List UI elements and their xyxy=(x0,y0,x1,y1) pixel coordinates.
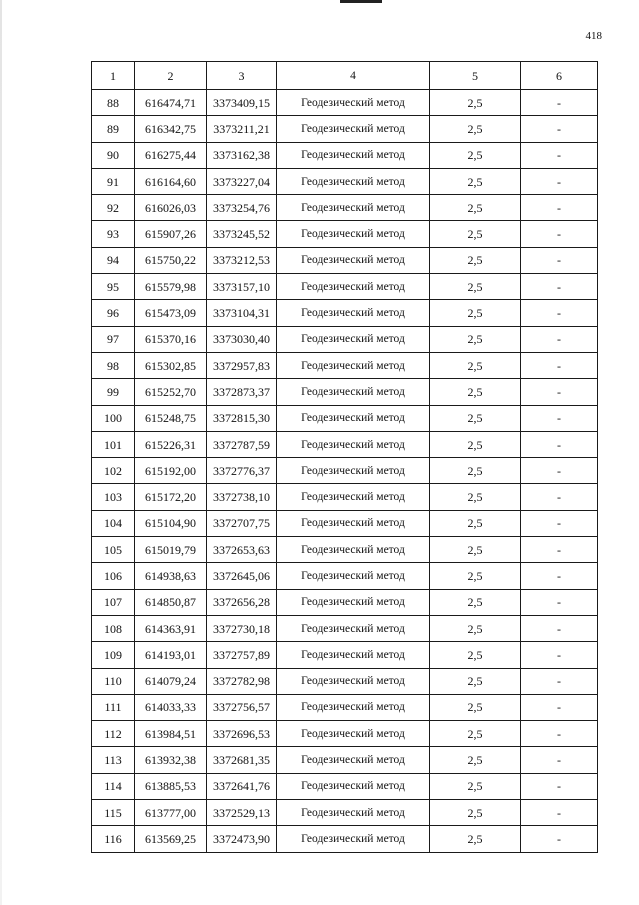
note-cell: - xyxy=(521,537,598,563)
column-header: 3 xyxy=(207,62,277,90)
table-row xyxy=(92,221,598,247)
accuracy-cell: 2,5 xyxy=(430,563,521,589)
method-cell: Геодезический метод xyxy=(277,826,430,852)
x-coordinate-cell: 615302,85 xyxy=(135,352,207,378)
method-cell: Геодезический метод xyxy=(277,484,430,510)
scan-edge xyxy=(0,0,2,905)
table-row xyxy=(92,247,598,273)
y-coordinate-cell: 3373212,53 xyxy=(207,247,277,273)
x-coordinate-cell: 614193,01 xyxy=(135,642,207,668)
note-cell: - xyxy=(521,642,598,668)
note-cell: - xyxy=(521,300,598,326)
y-coordinate-cell: 3372815,30 xyxy=(207,405,277,431)
y-coordinate-cell: 3372656,28 xyxy=(207,589,277,615)
x-coordinate-cell: 613777,00 xyxy=(135,800,207,826)
note-cell: - xyxy=(521,326,598,352)
note-cell: - xyxy=(521,379,598,405)
x-coordinate-cell: 614850,87 xyxy=(135,589,207,615)
table-row xyxy=(92,405,598,431)
method-cell: Геодезический метод xyxy=(277,221,430,247)
point-number-cell: 88 xyxy=(92,90,135,116)
point-number-cell: 107 xyxy=(92,589,135,615)
accuracy-cell: 2,5 xyxy=(430,484,521,510)
method-cell: Геодезический метод xyxy=(277,300,430,326)
table-row xyxy=(92,379,598,405)
accuracy-cell: 2,5 xyxy=(430,800,521,826)
y-coordinate-cell: 3373409,15 xyxy=(207,90,277,116)
method-cell: Геодезический метод xyxy=(277,721,430,747)
x-coordinate-cell: 615252,70 xyxy=(135,379,207,405)
column-header: 2 xyxy=(135,62,207,90)
table-row xyxy=(92,800,598,826)
y-coordinate-cell: 3372957,83 xyxy=(207,352,277,378)
accuracy-cell: 2,5 xyxy=(430,142,521,168)
coordinates-table xyxy=(91,61,598,853)
x-coordinate-cell: 615226,31 xyxy=(135,431,207,457)
y-coordinate-cell: 3373030,40 xyxy=(207,326,277,352)
table-row xyxy=(92,694,598,720)
method-cell: Геодезический метод xyxy=(277,379,430,405)
point-number-cell: 110 xyxy=(92,668,135,694)
table-row xyxy=(92,274,598,300)
x-coordinate-cell: 615579,98 xyxy=(135,274,207,300)
accuracy-cell: 2,5 xyxy=(430,326,521,352)
point-number-cell: 98 xyxy=(92,352,135,378)
method-cell: Геодезический метод xyxy=(277,274,430,300)
accuracy-cell: 2,5 xyxy=(430,405,521,431)
point-number-cell: 91 xyxy=(92,168,135,194)
accuracy-cell: 2,5 xyxy=(430,721,521,747)
y-coordinate-cell: 3372873,37 xyxy=(207,379,277,405)
y-coordinate-cell: 3372756,57 xyxy=(207,694,277,720)
column-header: 5 xyxy=(430,62,521,90)
column-header: 6 xyxy=(521,62,598,90)
note-cell: - xyxy=(521,484,598,510)
y-coordinate-cell: 3372473,90 xyxy=(207,826,277,852)
y-coordinate-cell: 3372641,76 xyxy=(207,773,277,799)
y-coordinate-cell: 3373157,10 xyxy=(207,274,277,300)
point-number-cell: 104 xyxy=(92,510,135,536)
x-coordinate-cell: 615473,09 xyxy=(135,300,207,326)
note-cell: - xyxy=(521,510,598,536)
note-cell: - xyxy=(521,221,598,247)
point-number-cell: 100 xyxy=(92,405,135,431)
accuracy-cell: 2,5 xyxy=(430,589,521,615)
method-cell: Геодезический метод xyxy=(277,458,430,484)
note-cell: - xyxy=(521,668,598,694)
accuracy-cell: 2,5 xyxy=(430,221,521,247)
table-row xyxy=(92,326,598,352)
method-cell: Геодезический метод xyxy=(277,537,430,563)
table-row xyxy=(92,642,598,668)
table-row xyxy=(92,431,598,457)
point-number-cell: 112 xyxy=(92,721,135,747)
table-body xyxy=(92,62,598,853)
method-cell: Геодезический метод xyxy=(277,247,430,273)
method-cell: Геодезический метод xyxy=(277,352,430,378)
table-row xyxy=(92,537,598,563)
accuracy-cell: 2,5 xyxy=(430,116,521,142)
point-number-cell: 116 xyxy=(92,826,135,852)
method-cell: Геодезический метод xyxy=(277,405,430,431)
accuracy-cell: 2,5 xyxy=(430,300,521,326)
x-coordinate-cell: 614033,33 xyxy=(135,694,207,720)
table-row xyxy=(92,668,598,694)
point-number-cell: 97 xyxy=(92,326,135,352)
table-row xyxy=(92,773,598,799)
accuracy-cell: 2,5 xyxy=(430,379,521,405)
table-row xyxy=(92,563,598,589)
column-header: 4 xyxy=(277,62,430,90)
table-row xyxy=(92,484,598,510)
x-coordinate-cell: 615104,90 xyxy=(135,510,207,536)
note-cell: - xyxy=(521,431,598,457)
x-coordinate-cell: 613885,53 xyxy=(135,773,207,799)
table-row xyxy=(92,510,598,536)
x-coordinate-cell: 616342,75 xyxy=(135,116,207,142)
x-coordinate-cell: 616026,03 xyxy=(135,195,207,221)
accuracy-cell: 2,5 xyxy=(430,537,521,563)
method-cell: Геодезический метод xyxy=(277,510,430,536)
note-cell: - xyxy=(521,721,598,747)
table-row xyxy=(92,195,598,221)
accuracy-cell: 2,5 xyxy=(430,694,521,720)
y-coordinate-cell: 3372696,53 xyxy=(207,721,277,747)
y-coordinate-cell: 3372738,10 xyxy=(207,484,277,510)
table-row xyxy=(92,90,598,116)
accuracy-cell: 2,5 xyxy=(430,431,521,457)
table-row xyxy=(92,747,598,773)
note-cell: - xyxy=(521,563,598,589)
note-cell: - xyxy=(521,195,598,221)
method-cell: Геодезический метод xyxy=(277,142,430,168)
note-cell: - xyxy=(521,247,598,273)
method-cell: Геодезический метод xyxy=(277,747,430,773)
x-coordinate-cell: 614079,24 xyxy=(135,668,207,694)
point-number-cell: 115 xyxy=(92,800,135,826)
point-number-cell: 92 xyxy=(92,195,135,221)
note-cell: - xyxy=(521,168,598,194)
table-row xyxy=(92,300,598,326)
point-number-cell: 99 xyxy=(92,379,135,405)
table-row xyxy=(92,352,598,378)
accuracy-cell: 2,5 xyxy=(430,615,521,641)
y-coordinate-cell: 3373245,52 xyxy=(207,221,277,247)
note-cell: - xyxy=(521,116,598,142)
page-number: 418 xyxy=(585,30,602,42)
method-cell: Геодезический метод xyxy=(277,168,430,194)
accuracy-cell: 2,5 xyxy=(430,274,521,300)
x-coordinate-cell: 616474,71 xyxy=(135,90,207,116)
point-number-cell: 90 xyxy=(92,142,135,168)
method-cell: Геодезический метод xyxy=(277,326,430,352)
accuracy-cell: 2,5 xyxy=(430,247,521,273)
x-coordinate-cell: 616164,60 xyxy=(135,168,207,194)
accuracy-cell: 2,5 xyxy=(430,642,521,668)
note-cell: - xyxy=(521,458,598,484)
y-coordinate-cell: 3373254,76 xyxy=(207,195,277,221)
x-coordinate-cell: 615248,75 xyxy=(135,405,207,431)
point-number-cell: 106 xyxy=(92,563,135,589)
x-coordinate-cell: 616275,44 xyxy=(135,142,207,168)
x-coordinate-cell: 615907,26 xyxy=(135,221,207,247)
y-coordinate-cell: 3372757,89 xyxy=(207,642,277,668)
note-cell: - xyxy=(521,274,598,300)
x-coordinate-cell: 613932,38 xyxy=(135,747,207,773)
accuracy-cell: 2,5 xyxy=(430,668,521,694)
table-row xyxy=(92,615,598,641)
y-coordinate-cell: 3372653,63 xyxy=(207,537,277,563)
note-cell: - xyxy=(521,615,598,641)
method-cell: Геодезический метод xyxy=(277,642,430,668)
y-coordinate-cell: 3372776,37 xyxy=(207,458,277,484)
point-number-cell: 105 xyxy=(92,537,135,563)
y-coordinate-cell: 3372787,59 xyxy=(207,431,277,457)
x-coordinate-cell: 614363,91 xyxy=(135,615,207,641)
note-cell: - xyxy=(521,747,598,773)
x-coordinate-cell: 614938,63 xyxy=(135,563,207,589)
table-row xyxy=(92,721,598,747)
method-cell: Геодезический метод xyxy=(277,668,430,694)
accuracy-cell: 2,5 xyxy=(430,458,521,484)
note-cell: - xyxy=(521,773,598,799)
note-cell: - xyxy=(521,352,598,378)
table-row xyxy=(92,589,598,615)
point-number-cell: 103 xyxy=(92,484,135,510)
y-coordinate-cell: 3373227,04 xyxy=(207,168,277,194)
accuracy-cell: 2,5 xyxy=(430,168,521,194)
point-number-cell: 96 xyxy=(92,300,135,326)
y-coordinate-cell: 3372707,75 xyxy=(207,510,277,536)
note-cell: - xyxy=(521,142,598,168)
method-cell: Геодезический метод xyxy=(277,563,430,589)
accuracy-cell: 2,5 xyxy=(430,747,521,773)
note-cell: - xyxy=(521,90,598,116)
y-coordinate-cell: 3373162,38 xyxy=(207,142,277,168)
table-row xyxy=(92,826,598,852)
method-cell: Геодезический метод xyxy=(277,116,430,142)
method-cell: Геодезический метод xyxy=(277,800,430,826)
table-row xyxy=(92,168,598,194)
x-coordinate-cell: 615192,00 xyxy=(135,458,207,484)
y-coordinate-cell: 3372730,18 xyxy=(207,615,277,641)
x-coordinate-cell: 615019,79 xyxy=(135,537,207,563)
note-cell: - xyxy=(521,694,598,720)
accuracy-cell: 2,5 xyxy=(430,826,521,852)
note-cell: - xyxy=(521,800,598,826)
point-number-cell: 93 xyxy=(92,221,135,247)
y-coordinate-cell: 3372645,06 xyxy=(207,563,277,589)
point-number-cell: 101 xyxy=(92,431,135,457)
x-coordinate-cell: 613569,25 xyxy=(135,826,207,852)
x-coordinate-cell: 615370,16 xyxy=(135,326,207,352)
method-cell: Геодезический метод xyxy=(277,615,430,641)
point-number-cell: 114 xyxy=(92,773,135,799)
note-cell: - xyxy=(521,589,598,615)
column-header: 1 xyxy=(92,62,135,90)
method-cell: Геодезический метод xyxy=(277,90,430,116)
note-cell: - xyxy=(521,405,598,431)
point-number-cell: 108 xyxy=(92,615,135,641)
x-coordinate-cell: 615750,22 xyxy=(135,247,207,273)
accuracy-cell: 2,5 xyxy=(430,195,521,221)
point-number-cell: 95 xyxy=(92,274,135,300)
x-coordinate-cell: 613984,51 xyxy=(135,721,207,747)
method-cell: Геодезический метод xyxy=(277,431,430,457)
method-cell: Геодезический метод xyxy=(277,694,430,720)
point-number-cell: 109 xyxy=(92,642,135,668)
point-number-cell: 94 xyxy=(92,247,135,273)
accuracy-cell: 2,5 xyxy=(430,90,521,116)
y-coordinate-cell: 3372782,98 xyxy=(207,668,277,694)
x-coordinate-cell: 615172,20 xyxy=(135,484,207,510)
point-number-cell: 89 xyxy=(92,116,135,142)
note-cell: - xyxy=(521,826,598,852)
method-cell: Геодезический метод xyxy=(277,195,430,221)
method-cell: Геодезический метод xyxy=(277,589,430,615)
table-row xyxy=(92,142,598,168)
table-row xyxy=(92,116,598,142)
accuracy-cell: 2,5 xyxy=(430,773,521,799)
method-cell: Геодезический метод xyxy=(277,773,430,799)
point-number-cell: 113 xyxy=(92,747,135,773)
table-header-row xyxy=(92,62,598,90)
point-number-cell: 111 xyxy=(92,694,135,720)
y-coordinate-cell: 3372681,35 xyxy=(207,747,277,773)
y-coordinate-cell: 3373211,21 xyxy=(207,116,277,142)
accuracy-cell: 2,5 xyxy=(430,352,521,378)
point-number-cell: 102 xyxy=(92,458,135,484)
accuracy-cell: 2,5 xyxy=(430,510,521,536)
scan-mark xyxy=(340,0,382,3)
table-row xyxy=(92,458,598,484)
y-coordinate-cell: 3373104,31 xyxy=(207,300,277,326)
y-coordinate-cell: 3372529,13 xyxy=(207,800,277,826)
